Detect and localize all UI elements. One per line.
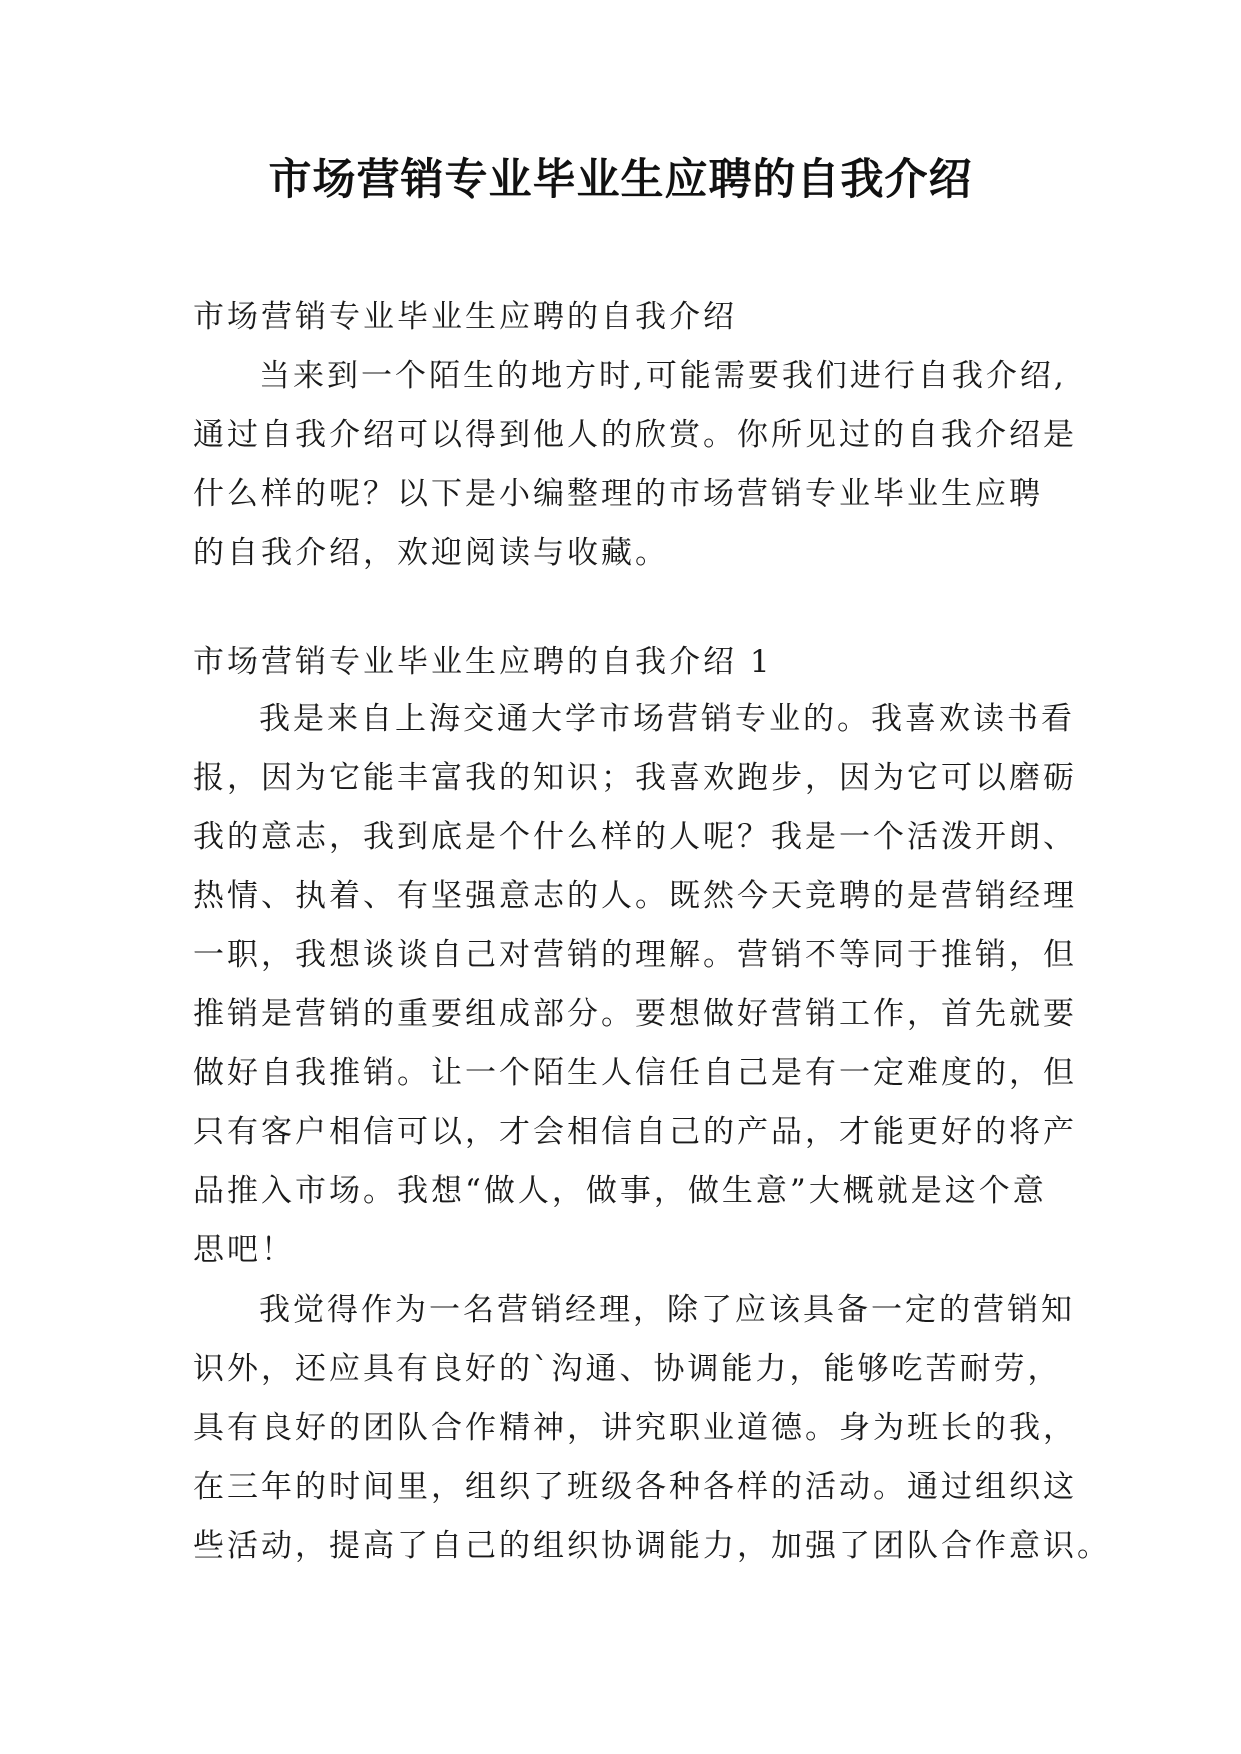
paragraph-line: 报，因为它能丰富我的知识；我喜欢跑步，因为它可以磨砺	[193, 760, 1077, 796]
paragraph-line: 推销是营销的重要组成部分。要想做好营销工作，首先就要	[193, 996, 1077, 1032]
paragraph-line: 具有良好的团队合作精神，讲究职业道德。身为班长的我，	[193, 1410, 1077, 1446]
paragraph-line: 热情、执着、有坚强意志的人。既然今天竞聘的是营销经理	[193, 878, 1077, 914]
paragraph-line: 些活动，提高了自己的组织协调能力，加强了团队合作意识。	[193, 1528, 1111, 1564]
intro-paragraph	[193, 347, 1077, 583]
document-subheading	[193, 288, 1053, 347]
body-paragraph-1	[193, 690, 1077, 1280]
paragraph-line: 一职，我想谈谈自己对营销的理解。营销不等同于推销，但	[193, 937, 1077, 973]
paragraph-line: 在三年的时间里，组织了班级各种各样的活动。通过组织这	[193, 1469, 1077, 1505]
paragraph-line: 的自我介绍，欢迎阅读与收藏。	[193, 535, 669, 571]
paragraph-line: 我的意志，我到底是个什么样的人呢？我是一个活泼开朗、	[193, 819, 1077, 855]
section-heading-text: 市场营销专业毕业生应聘的自我介绍 1	[193, 644, 773, 680]
section-heading	[193, 633, 1053, 692]
paragraph-line: 我是来自上海交通大学市场营销专业的。我喜欢读书看	[259, 701, 1075, 737]
paragraph-line: 识外，还应具有良好的`沟通、协调能力，能够吃苦耐劳，	[193, 1351, 1062, 1387]
paragraph-line: 什么样的呢？以下是小编整理的市场营销专业毕业生应聘	[193, 476, 1043, 512]
document-title: 市场营销专业毕业生应聘的自我介绍	[268, 155, 973, 205]
paragraph-line: 当来到一个陌生的地方时,可能需要我们进行自我介绍,	[259, 358, 1067, 394]
paragraph-line: 我觉得作为一名营销经理，除了应该具备一定的营销知	[259, 1292, 1075, 1328]
body-paragraph-2	[193, 1281, 1111, 1576]
subheading-text: 市场营销专业毕业生应聘的自我介绍	[193, 299, 737, 335]
paragraph-line: 品推入市场。我想“做人，做事，做生意”大概就是这个意	[193, 1173, 1047, 1209]
paragraph-line: 思吧！	[193, 1232, 295, 1268]
paragraph-line: 通过自我介绍可以得到他人的欣赏。你所见过的自我介绍是	[193, 417, 1077, 453]
paragraph-line: 做好自我推销。让一个陌生人信任自己是有一定难度的，但	[193, 1055, 1077, 1091]
paragraph-line: 只有客户相信可以，才会相信自己的产品，才能更好的将产	[193, 1114, 1077, 1150]
